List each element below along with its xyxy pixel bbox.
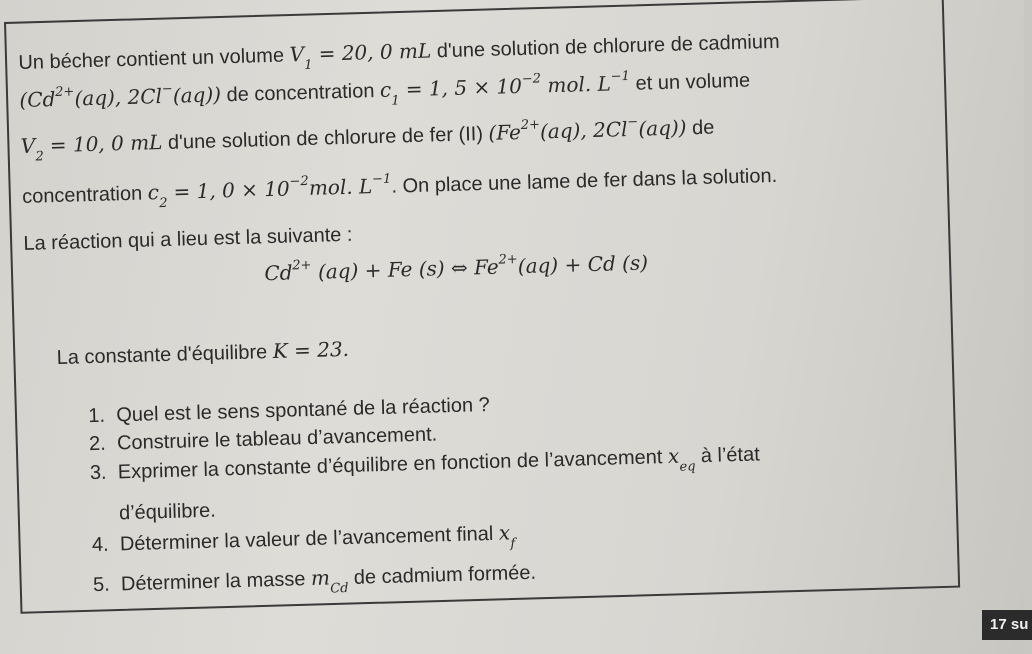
volume-v1: $V_1 = 20$, 0 mL xyxy=(289,38,432,74)
text: d'une solution de chlorure de fer (II) xyxy=(162,122,489,155)
text: . On place une lame de fer dans la solution. xyxy=(391,164,778,198)
k-value: K = 23. xyxy=(272,336,350,364)
reaction-equation: $Cd^{2+}$ (aq) + Fe (s) ⇔ $Fe^{2+}(aq) + Cd$ (s) xyxy=(264,250,649,286)
text: d'une solution de chlorure de cadmium xyxy=(430,30,780,63)
text: Un bécher contient un volume xyxy=(18,44,290,74)
iron-chloride-formula: ($Fe^{2+}(aq)$, 2Cl−(aq)) xyxy=(488,114,687,145)
cadmium-chloride-formula: ($Cd^{2+}(aq)$, 2Cl−(aq)) xyxy=(19,81,222,112)
page-number-badge: 17 su xyxy=(982,610,1032,640)
question-4: 4. Déterminer la valeur de l’avancement final $x_f$ xyxy=(91,520,516,557)
concentration-c2: $c_2 = 1$, $0 \times 10^{-2}mol$. $L^{-1}$ xyxy=(147,171,392,212)
text: concentration xyxy=(21,182,149,208)
question-2: 2. Construire le tableau d’avancement. xyxy=(88,423,438,456)
question-3: 3. Exprimer la constante d’équilibre en fonction de l’avancement $x_{eq}$ à l’état xyxy=(89,443,761,485)
volume-v2: $V_2 = 10$, 0 mL xyxy=(20,130,163,165)
question-3-continued: d’équilibre. xyxy=(118,499,217,525)
concentration-c1: $c_1 = 1$, $5 \times 10^{-2}$ mol. $L^{-1}$ xyxy=(379,68,631,109)
text: de xyxy=(686,116,715,140)
text: et un volume xyxy=(629,69,751,95)
question-1: 1. Quel est le sens spontané de la réaction ? xyxy=(88,393,491,428)
text: de concentration xyxy=(220,79,381,107)
question-5: 5. Déterminer la masse $m_{Cd}$ de cadmium formée. xyxy=(92,561,537,597)
text: La réaction qui a lieu est la suivante : xyxy=(23,223,353,255)
text: La constante d'équilibre xyxy=(56,341,274,370)
